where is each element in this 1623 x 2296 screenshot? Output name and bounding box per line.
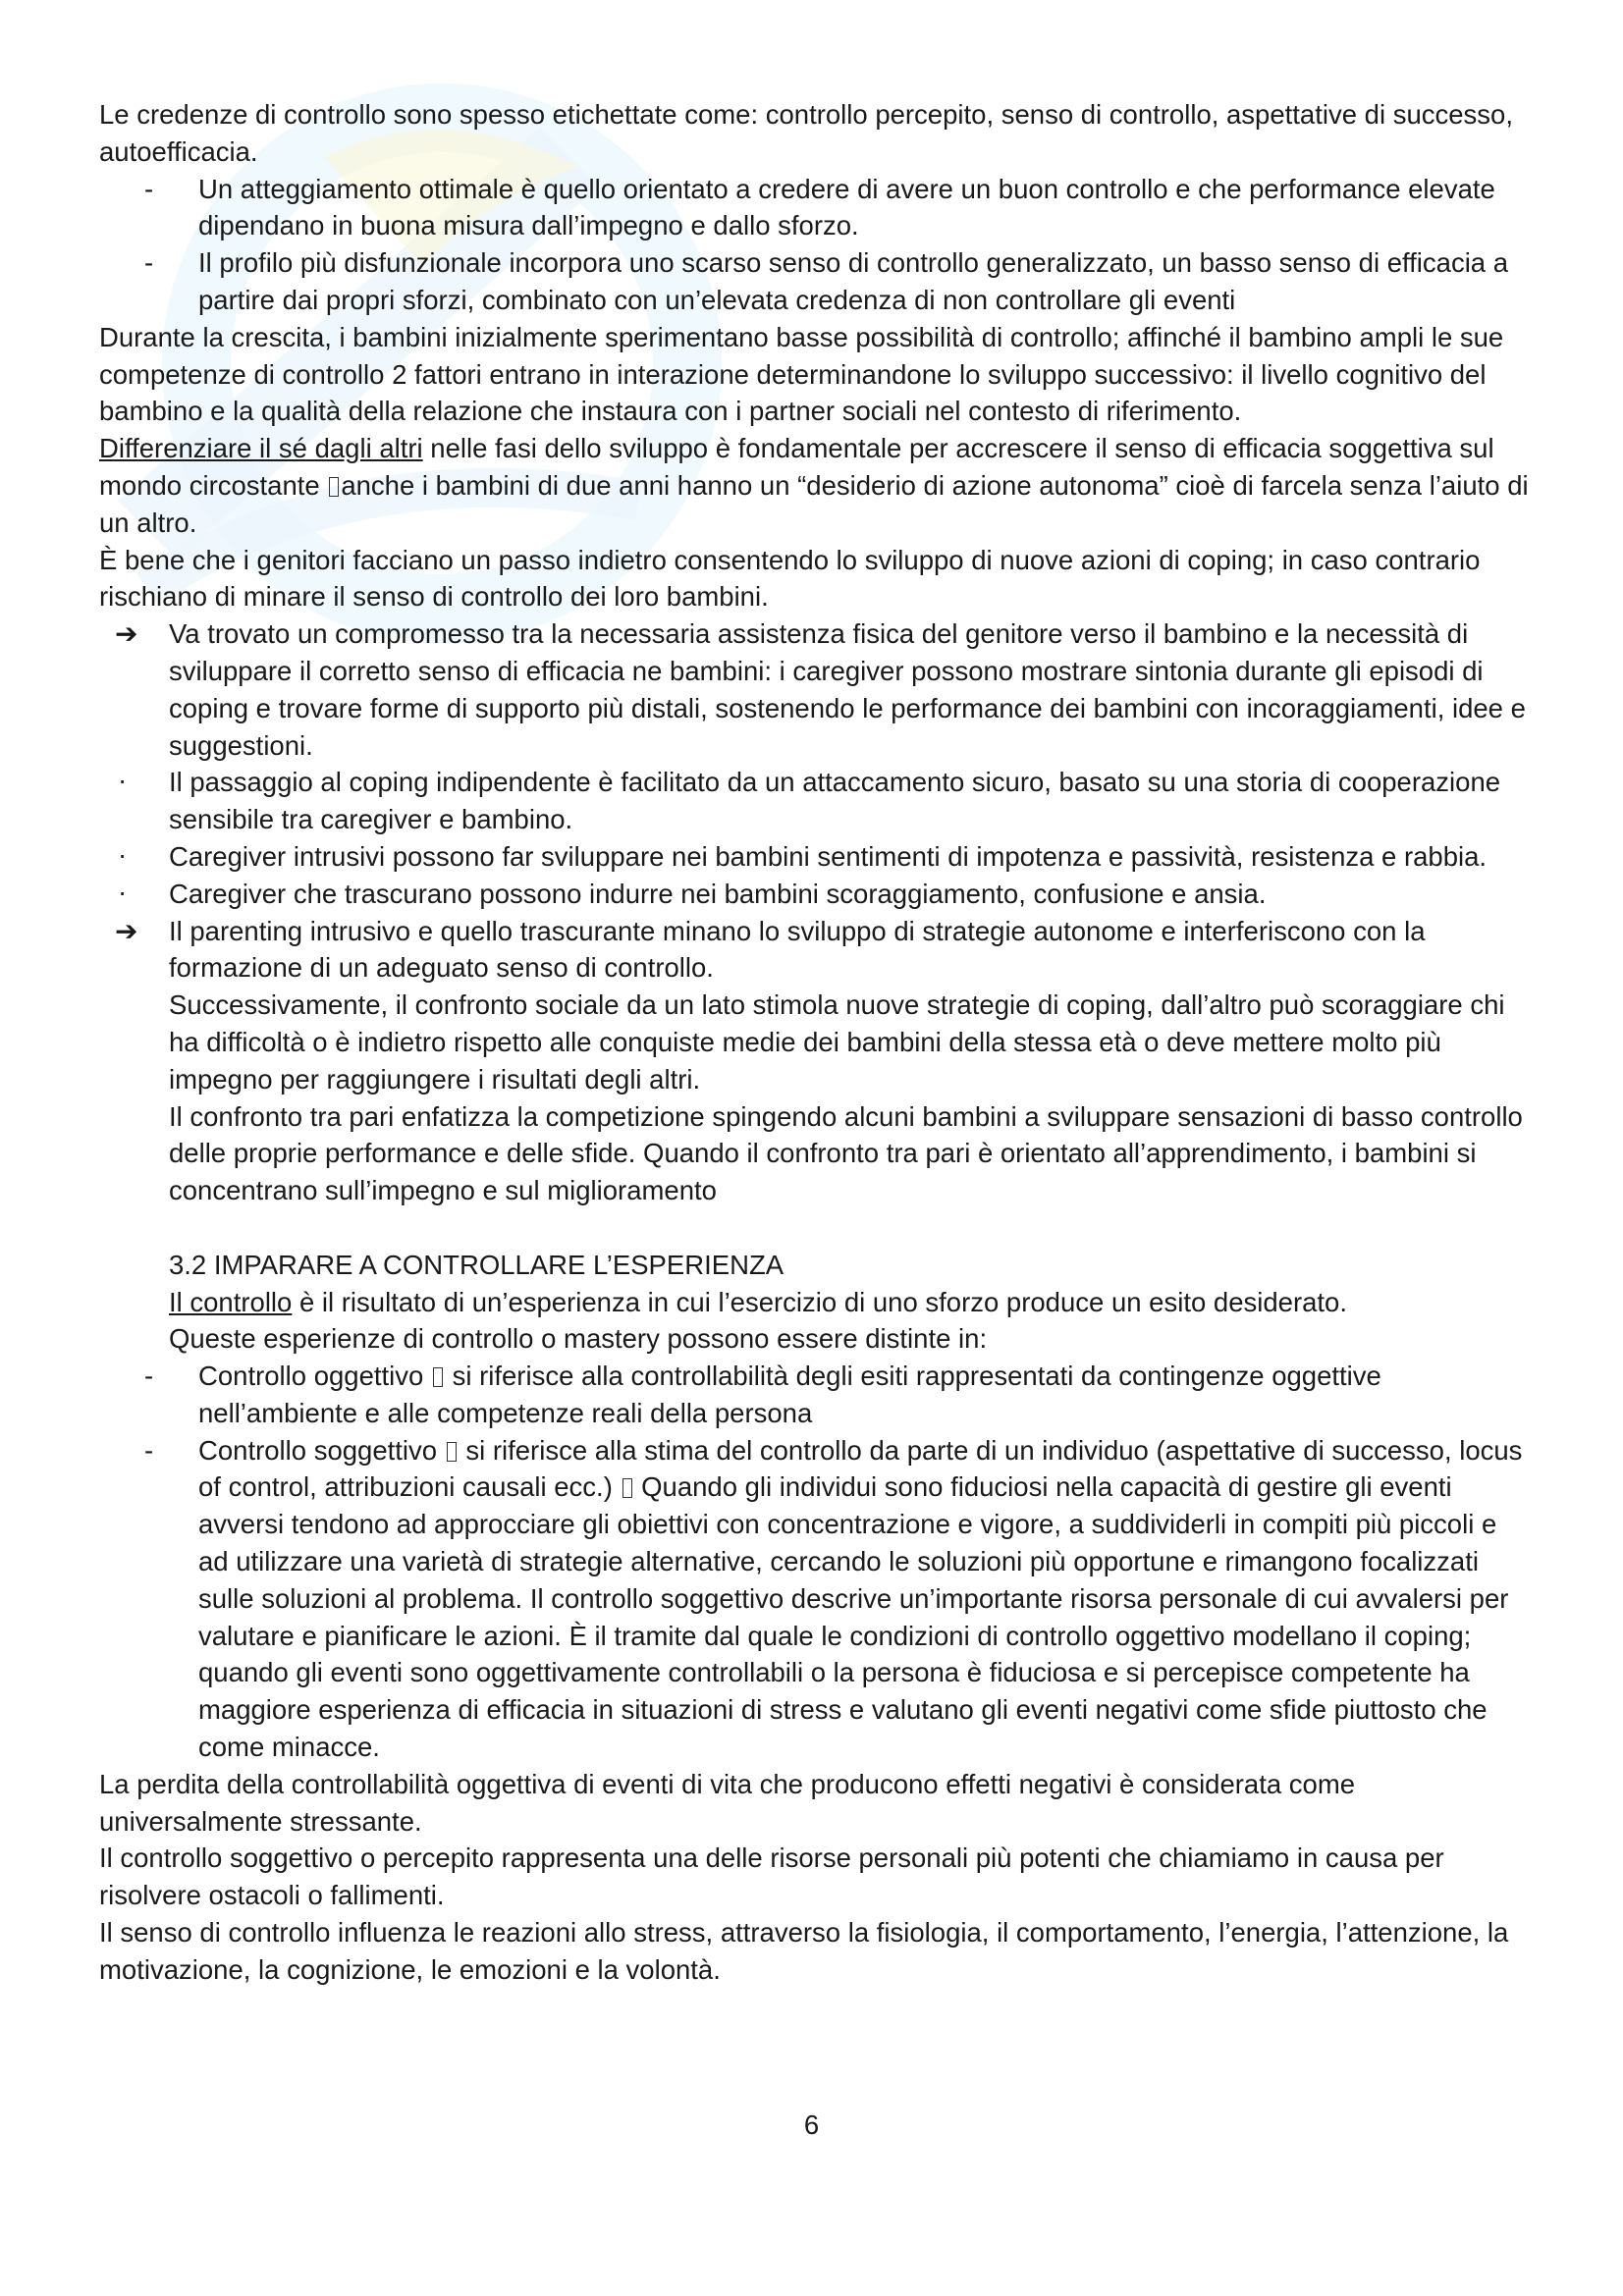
dot-item-text: Il passaggio al coping indipendente è facilitato da un attaccamento sicuro, basato su una storia di cooperazione sensibile tra caregiver e bambino. xyxy=(169,767,1501,835)
dot-bullet: · xyxy=(118,838,128,870)
document-body xyxy=(99,96,1533,1989)
dash-bullet: - xyxy=(144,173,154,204)
arrow-list-item xyxy=(99,615,1533,764)
page-number: 6 xyxy=(803,2109,820,2140)
dot-bullet: · xyxy=(118,876,128,907)
blank-line xyxy=(99,1209,1533,1247)
paragraph-subjective: Il controllo soggettivo o percepito rappresenta una delle risorse personali più potenti che chiamiamo in causa per risolvere ostacoli o fallimenti. xyxy=(99,1842,1444,1911)
definition-line xyxy=(99,1284,1533,1321)
section-heading: 3.2 IMPARARE A CONTROLLARE L’ESPERIENZA xyxy=(169,1249,784,1280)
paragraph-text: nelle fasi dello sviluppo è fondamentale per accrescere il senso di efficacia soggettiva sul mondo circostante xyxy=(99,433,1494,501)
dash-item-text: si riferisce alla stima del controllo da parte di un individuo (aspettative di successo, locus of control, attribuzioni causali ecc.) xyxy=(198,1434,1523,1503)
dash-item-text: Un atteggiamento ottimale è quello orientato a credere di avere un buon controllo e che performance elevate dipendano in buona misura dall’impegno e dallo sforzo. xyxy=(198,173,1495,241)
dash-item-text: Il profilo più disfunzionale incorpora uno scarso senso di controllo generalizzato, un basso senso di efficacia a partire dai propri sforzi, combinato con un’elevata credenza di non controllare gli eventi xyxy=(198,247,1509,315)
paragraph-growth: Durante la crescita, i bambini inizialmente sperimentano basse possibilità di controllo; affinché il bambino ampli le sue competenze di controllo 2 fattori entrano in interazione determinandone lo sviluppo successivo: il livello cognitivo del bambino e la qualità della relazione che instaura con i partner sociali nel contesto di riferimento. xyxy=(99,321,1504,427)
dot-list-item xyxy=(99,876,1533,913)
paragraph-loss: La perdita della controllabilità oggettiva di eventi di vita che producono effetti negativi è considerata come universalmente stressante. xyxy=(99,1768,1356,1837)
arrow-item-text: Il parenting intrusivo e quello trascurante minano lo sviluppo di strategie autonome e interferiscono con la formazione di un adeguato senso di controllo. xyxy=(169,915,1426,984)
dot-list-item xyxy=(99,838,1533,876)
arrow-right-icon: ➔ xyxy=(115,915,138,946)
dot-list-item xyxy=(99,764,1533,838)
definition-text: è il risultato di un’esperienza in cui l’esercizio di uno sforzo produce un esito desiderato. xyxy=(292,1286,1347,1317)
missing-glyph-icon xyxy=(433,1367,443,1387)
dash-item-text: Controllo soggettivo xyxy=(198,1434,445,1466)
arrow-list-item xyxy=(99,913,1533,988)
dash-bullet: - xyxy=(144,1361,154,1392)
dot-item-text: Caregiver che trascurano possono indurre nei bambini scoraggiamento, confusione e ansia. xyxy=(169,878,1267,909)
paragraph-parents: È bene che i genitori facciano un passo indietro consentendo lo sviluppo di nuove azioni di coping; in caso contrario rischiano di minare il senso di controllo dei loro bambini. xyxy=(99,544,1481,613)
missing-glyph-icon xyxy=(447,1442,457,1462)
missing-glyph-icon xyxy=(622,1478,632,1498)
dot-bullet: · xyxy=(118,765,128,796)
dash-item-text: Quando gli individui sono fiduciosi nella capacità di gestire gli eventi avversi tendono ad approcciare gli obiettivi con concentrazione e vigore, a suddividerli in compiti più piccoli e ad utilizzare una varietà di strategie alternative, cercando le soluzioni più opportune e rimangono focalizzati sulle soluzioni al problema. Il controllo soggettivo descrive un’importante risorsa personale di cui avvalersi per valutare e pianificare le azioni. È il tramite dal quale le condizioni di controllo oggettivo modellano il coping; quando gli eventi sono oggettivamente controllabili o la persona è fiduciosa e si percepisce competente ha maggiore esperienza di efficacia in situazioni di stress e valutano gli eventi negativi come sfide piuttosto che come minacce. xyxy=(198,1471,1509,1763)
dash-list-item xyxy=(99,1432,1533,1766)
dash-list-item xyxy=(99,1358,1533,1432)
dash-list-item xyxy=(99,244,1533,319)
dot-item-text: Caregiver intrusivi possono far sviluppare nei bambini sentimenti di impotenza e passività, resistenza e rabbia. xyxy=(169,840,1488,872)
dash-bullet: - xyxy=(144,1434,154,1466)
arrow-item-text: Va trovato un compromesso tra la necessaria assistenza fisica del genitore verso il bambino e la necessità di sviluppare il corretto senso di efficacia ne bambini: i caregiver possono mostrare sintonia durante gli episodi di coping e trovare forme di supporto più distali, sostenendo le performance dei bambini con incoraggiamenti, idee e suggestioni. xyxy=(169,618,1526,761)
paragraph-influence: Il senso di controllo influenza le reazioni allo stress, attraverso la fisiologia, il comportamento, l’energia, l’attenzione, la motivazione, la cognizione, le emozioni e la volontà. xyxy=(99,1917,1509,1985)
dash-item-text: si riferisce alla controllabilità degli esiti rappresentati da contingenze oggettive nell’ambiente e alle competenze reali della persona xyxy=(198,1361,1381,1428)
dash-item-text: Controllo oggettivo xyxy=(198,1361,431,1392)
indented-paragraph: Successivamente, il confronto sociale da un lato stimola nuove strategie di coping, dall’altro può scoraggiare chi ha difficoltà o è indietro rispetto alle conquiste medie dei bambini della stessa età o deve mettere molto più impegno per raggiungere i risultati degli altri. xyxy=(169,989,1505,1095)
paragraph-text: anche i bambini di due anni hanno un “desiderio di azione autonoma” cioè di farcela senza l’aiuto di un altro. xyxy=(99,469,1529,538)
definition-line: Queste esperienze di controllo o mastery possono essere distinte in: xyxy=(169,1323,988,1355)
underlined-phrase: Il controllo xyxy=(169,1286,293,1317)
indented-paragraph: Il confronto tra pari enfatizza la competizione spingendo alcuni bambini a sviluppare sensazioni di basso controllo delle proprie performance e delle sfide. Quando il confronto tra pari è orientato all’apprendimento, i bambini si concentrano sull’impegno e sul miglioramento xyxy=(169,1100,1523,1206)
underlined-phrase: Differenziare il sé dagli altri xyxy=(99,433,423,464)
dash-list-item xyxy=(99,171,1533,245)
arrow-right-icon: ➔ xyxy=(115,618,138,650)
dash-bullet: - xyxy=(144,247,154,279)
paragraph-intro: Le credenze di controllo sono spesso etichettate come: controllo percepito, senso di controllo, aspettative di successo, autoefficacia. xyxy=(99,99,1513,167)
paragraph-differentiation xyxy=(99,430,1533,541)
missing-glyph-icon xyxy=(329,477,339,497)
